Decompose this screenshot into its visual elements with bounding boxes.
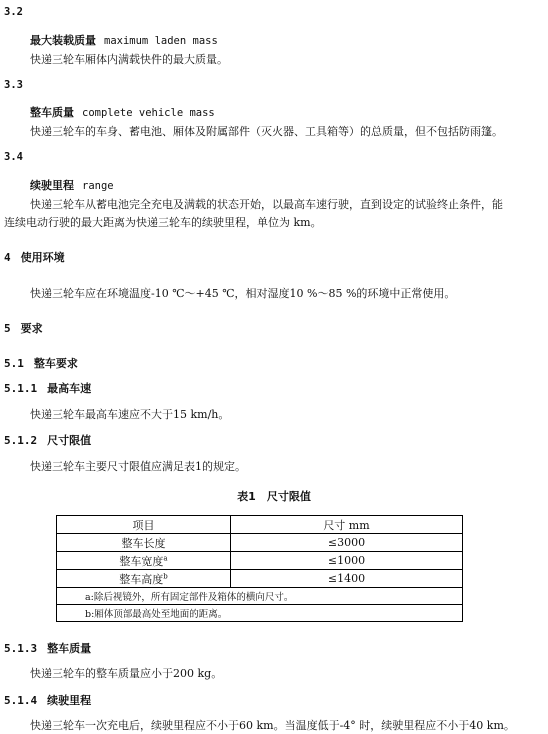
table-cell-item	[57, 552, 231, 570]
table-header-item: 项目	[57, 516, 231, 534]
section-heading-5-1-4	[4, 692, 91, 708]
table-header-size: 尺寸 mm	[231, 516, 463, 534]
footnote-marker: b	[163, 571, 168, 580]
table-note-b: b:厢体顶部最高处至地面的距离。	[57, 605, 463, 622]
section-number: 5.1.2	[4, 434, 38, 447]
term-cn: 整车质量	[30, 106, 74, 119]
definition-3-4-line2: 连续电动行驶的最大距离为快递三轮车的续驶里程，单位为 km。	[4, 216, 322, 229]
section-heading-5-1-3	[4, 640, 91, 656]
section-heading-5-1-2	[4, 432, 91, 448]
section-title: 整车质量	[47, 642, 92, 655]
section-text-5-1-3: 快递三轮车的整车质量应小于200 kg。	[30, 667, 223, 680]
term-en: maximum laden mass	[104, 35, 218, 47]
table-cell-value: ≤1000	[231, 552, 463, 570]
section-heading-5-1	[4, 355, 78, 371]
table-cell-value: ≤1400	[231, 570, 463, 588]
section-heading-4	[4, 249, 65, 265]
term-cn: 最大装载质量	[30, 34, 96, 47]
table-cell-item	[57, 570, 231, 588]
section-number: 5.1.4	[4, 694, 38, 707]
table-row	[57, 552, 463, 570]
term-cn: 续驶里程	[30, 179, 74, 192]
footnote-marker: a	[163, 553, 168, 562]
table-note-row	[57, 588, 463, 605]
table-cell-item	[57, 534, 231, 552]
section-title: 续驶里程	[47, 694, 92, 707]
section-number: 5.1.1	[4, 382, 38, 395]
section-text-5-1-1: 快递三轮车最高车速应不大于15 km/h。	[30, 408, 230, 421]
section-heading-5-1-1	[4, 380, 91, 396]
section-number: 5	[4, 322, 11, 335]
section-number: 5.1.3	[4, 642, 38, 655]
table-row	[57, 534, 463, 552]
clause-number-3-4: 3.4	[4, 151, 23, 163]
definition-3-4-line1: 快递三轮车从蓄电池完全充电及满载的状态开始，以最高车速行驶，直到设定的试验终止条件，能	[30, 198, 503, 211]
table-cell-value: ≤3000	[231, 534, 463, 552]
section-text-5-1-2: 快递三轮车主要尺寸限值应满足表1的规定。	[30, 460, 246, 473]
item-label: 整车高度	[119, 572, 164, 586]
section-title: 尺寸限值	[47, 434, 92, 447]
table-note-a: a:除后视镜外，所有固定部件及箱体的横向尺寸。	[57, 588, 463, 605]
term-en: range	[82, 180, 114, 192]
table-row	[57, 570, 463, 588]
section-heading-5	[4, 320, 43, 336]
term-heading-3-4	[30, 177, 114, 193]
section-number: 5.1	[4, 357, 24, 370]
term-heading-3-3	[30, 104, 215, 120]
section-title: 最高车速	[47, 382, 92, 395]
section-title: 整车要求	[33, 357, 78, 370]
clause-number-3-3: 3.3	[4, 79, 23, 91]
section-text-5-1-4: 快递三轮车一次充电后，续驶里程应不小于60 km。当温度低于-4° 时，续驶里程应不小于40 km。	[30, 719, 515, 732]
table-caption: 表1 尺寸限值	[237, 490, 311, 503]
section-title: 使用环境	[20, 251, 65, 264]
item-label: 整车长度	[121, 536, 166, 550]
section-title: 要求	[20, 322, 43, 335]
definition-3-2: 快递三轮车厢体内满载快件的最大质量。	[30, 53, 228, 66]
table-header-row	[57, 516, 463, 534]
term-en: complete vehicle mass	[82, 107, 215, 119]
section-text-4: 快递三轮车应在环境温度-10 ℃～+45 ℃，相对湿度10 %～85 %的环境中正常使用。	[30, 287, 456, 300]
section-number: 4	[4, 251, 11, 264]
table-note-row	[57, 605, 463, 622]
dimension-limits-table	[56, 515, 463, 622]
clause-number-3-2: 3.2	[4, 6, 23, 18]
item-label: 整车宽度	[119, 554, 164, 568]
term-heading-3-2	[30, 32, 218, 48]
definition-3-3: 快递三轮车的车身、蓄电池、厢体及附属部件（灭火器、工具箱等）的总质量，但不包括防雨篷。	[30, 125, 503, 138]
